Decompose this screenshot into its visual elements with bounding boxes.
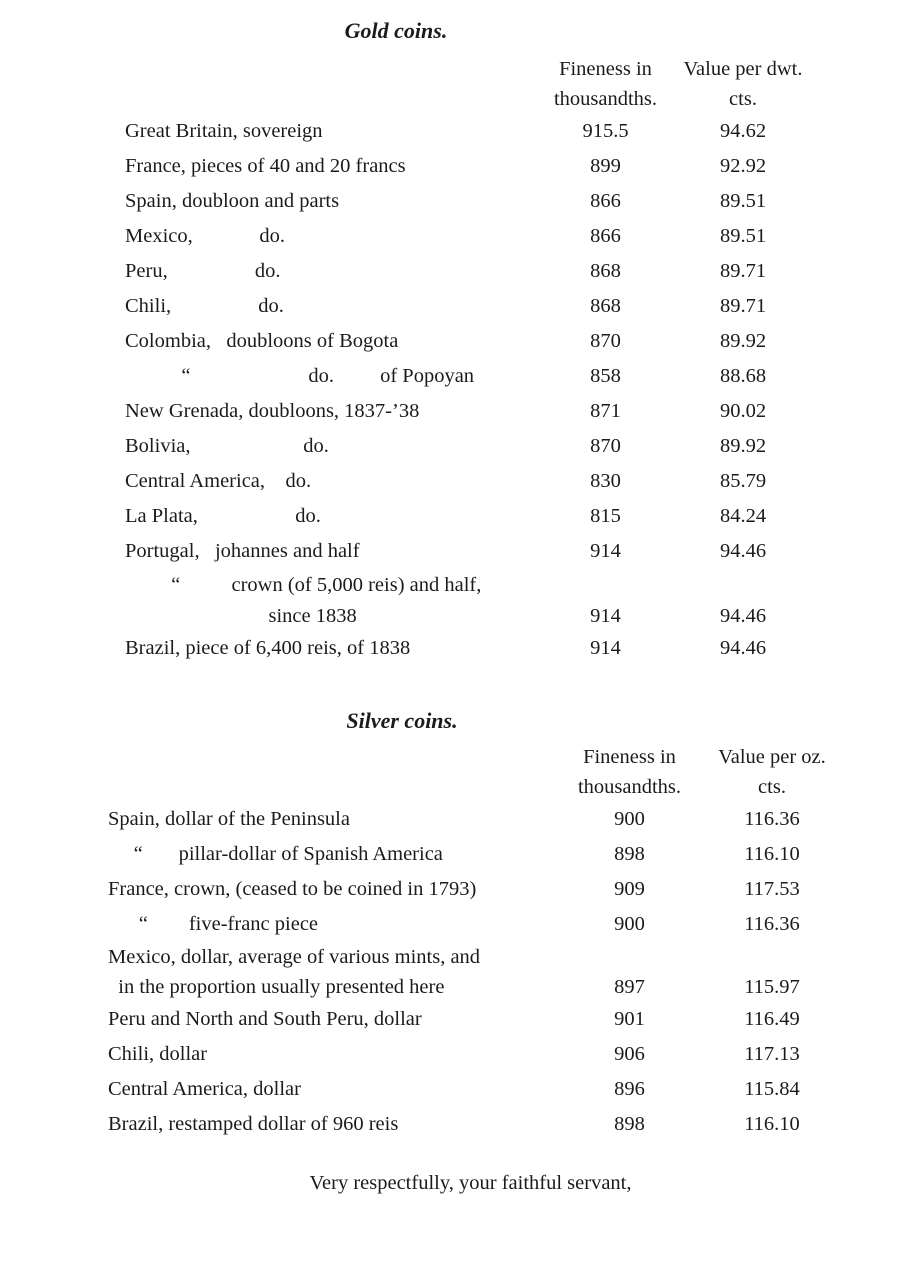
fineness-cell: 900: [614, 808, 645, 830]
gold-section-title-wrap: [0, 16, 792, 46]
coin-name: “ do. of Popoyan: [125, 365, 475, 387]
coin-name: France, pieces of 40 and 20 francs: [125, 155, 406, 177]
coin-name: Mexico, do.: [125, 225, 285, 247]
coin-name: Chili, do.: [125, 295, 284, 317]
fineness-cell: 897: [614, 975, 645, 998]
coin-name: Central America, do.: [125, 470, 312, 492]
table-row: [0, 972, 923, 1002]
table-row: [0, 359, 923, 394]
table-row: [0, 837, 923, 872]
coin-name: in the proportion usually presented here: [108, 975, 445, 998]
value-cell: 89.71: [719, 295, 767, 317]
fineness-cell: 870: [590, 330, 621, 352]
fineness-column-subheader: thousandths.: [553, 87, 658, 110]
coin-name: Peru and North and South Peru, dollar: [108, 1008, 422, 1030]
coin-name: Portugal, johannes and half: [125, 540, 360, 562]
value-cell: 94.62: [719, 120, 767, 142]
coin-name: Brazil, restamped dollar of 960 reis: [108, 1113, 399, 1135]
table-row: [0, 289, 923, 324]
value-cell: 92.92: [719, 155, 767, 177]
value-cell: 94.46: [719, 540, 767, 562]
coin-name: France, crown, (ceased to be coined in 1793): [108, 878, 477, 900]
fineness-cell: 830: [590, 470, 621, 492]
table-row: [0, 569, 923, 602]
fineness-cell: 871: [590, 400, 621, 422]
fineness-cell: 906: [614, 1043, 645, 1065]
table-row: [0, 534, 923, 569]
value-cell: 115.97: [744, 975, 800, 998]
fineness-cell: 868: [590, 295, 621, 317]
fineness-cell: 914: [590, 605, 621, 627]
coin-name: “ pillar-dollar of Spanish America: [108, 843, 443, 865]
value-cell: 116.10: [744, 843, 800, 865]
gold-section-title: Gold coins.: [344, 18, 448, 43]
gold-table-rows: [0, 114, 923, 666]
fineness-cell: 900: [614, 913, 645, 935]
gold-table-header: [0, 54, 923, 114]
value-cell: 89.71: [719, 260, 767, 282]
value-cell: 116.36: [744, 808, 800, 830]
fineness-cell: 914: [590, 637, 621, 659]
table-row: [0, 1037, 923, 1072]
fineness-cell: 898: [614, 1113, 645, 1135]
fineness-cell: 901: [614, 1008, 645, 1030]
coin-name: Peru, do.: [125, 260, 281, 282]
coin-name: “ five-franc piece: [108, 913, 319, 935]
value-cell: 89.51: [719, 190, 767, 212]
coin-name: since 1838: [125, 605, 357, 627]
coin-name: New Grenada, doubloons, 1837-’38: [125, 400, 420, 422]
coin-name: Bolivia, do.: [125, 435, 329, 457]
value-column-header: Value per dwt.: [683, 57, 803, 80]
coin-name: Spain, doubloon and parts: [125, 190, 340, 212]
value-column-header: Value per oz.: [718, 745, 826, 768]
value-cell: 115.84: [744, 1078, 800, 1100]
coin-name: Great Britain, sovereign: [125, 120, 323, 142]
table-row: [0, 602, 923, 631]
silver-header-line1: [0, 742, 923, 772]
fineness-cell: 914: [590, 540, 621, 562]
coin-name: La Plata, do.: [125, 505, 321, 527]
value-cell: 84.24: [719, 505, 767, 527]
fineness-cell: 909: [614, 878, 645, 900]
silver-coins-section: [0, 706, 923, 1142]
coin-name: Central America, dollar: [108, 1078, 301, 1100]
coin-name: “ crown (of 5,000 reis) and half,: [125, 574, 482, 596]
coin-name: Brazil, piece of 6,400 reis, of 1838: [125, 637, 411, 659]
table-row: [0, 499, 923, 534]
value-cell: 94.46: [719, 605, 767, 627]
fineness-cell: 866: [590, 225, 621, 247]
table-row: [0, 1002, 923, 1037]
closing-line: Very respectfully, your faithful servant,: [309, 1172, 632, 1194]
table-row: [0, 942, 923, 972]
value-cell: 116.49: [744, 1008, 800, 1030]
fineness-cell: 815: [590, 505, 621, 527]
value-column-subheader: cts.: [729, 87, 757, 110]
silver-table-rows: [0, 802, 923, 1142]
silver-section-title-wrap: [0, 706, 804, 736]
value-cell: 117.13: [744, 1043, 800, 1065]
table-row: [0, 1107, 923, 1142]
value-cell: 117.53: [744, 878, 800, 900]
gold-header-line1: [0, 54, 923, 84]
table-row: [0, 114, 923, 149]
value-cell: 116.10: [744, 1113, 800, 1135]
value-column-subheader: cts.: [758, 775, 786, 798]
gold-header-line2: [0, 84, 923, 114]
table-row: [0, 631, 923, 666]
value-cell: 116.36: [744, 913, 800, 935]
table-row: [0, 184, 923, 219]
value-cell: 88.68: [719, 365, 767, 387]
table-row: [0, 429, 923, 464]
table-row: [0, 324, 923, 359]
coin-name: Mexico, dollar, average of various mints, and: [108, 945, 481, 968]
table-row: [0, 219, 923, 254]
table-row: [0, 1072, 923, 1107]
coin-name: Colombia, doubloons of Bogota: [125, 330, 399, 352]
gold-coins-section: [0, 16, 923, 666]
value-cell: 89.92: [719, 330, 767, 352]
coin-name: Chili, dollar: [108, 1043, 208, 1065]
table-row: [0, 907, 923, 942]
table-row: [0, 149, 923, 184]
value-cell: 94.46: [719, 637, 767, 659]
value-cell: 90.02: [719, 400, 767, 422]
fineness-cell: 898: [614, 843, 645, 865]
table-row: [0, 464, 923, 499]
coin-name: Spain, dollar of the Peninsula: [108, 808, 350, 830]
silver-table-header: [0, 742, 923, 802]
fineness-cell: 868: [590, 260, 621, 282]
table-row: [0, 394, 923, 429]
value-cell: 89.92: [719, 435, 767, 457]
fineness-cell: 915.5: [582, 120, 629, 142]
fineness-cell: 870: [590, 435, 621, 457]
fineness-column-subheader: thousandths.: [577, 775, 682, 798]
table-row: [0, 802, 923, 837]
fineness-column-header: Fineness in: [559, 57, 652, 80]
table-row: [0, 254, 923, 289]
value-cell: 89.51: [719, 225, 767, 247]
fineness-cell: 858: [590, 365, 621, 387]
fineness-column-header: Fineness in: [583, 745, 676, 768]
value-cell: 85.79: [719, 470, 767, 492]
fineness-cell: 866: [590, 190, 621, 212]
table-row: [0, 872, 923, 907]
fineness-cell: 896: [614, 1078, 645, 1100]
fineness-cell: 899: [590, 155, 621, 177]
silver-section-title: Silver coins.: [346, 708, 458, 733]
silver-header-line2: [0, 772, 923, 802]
